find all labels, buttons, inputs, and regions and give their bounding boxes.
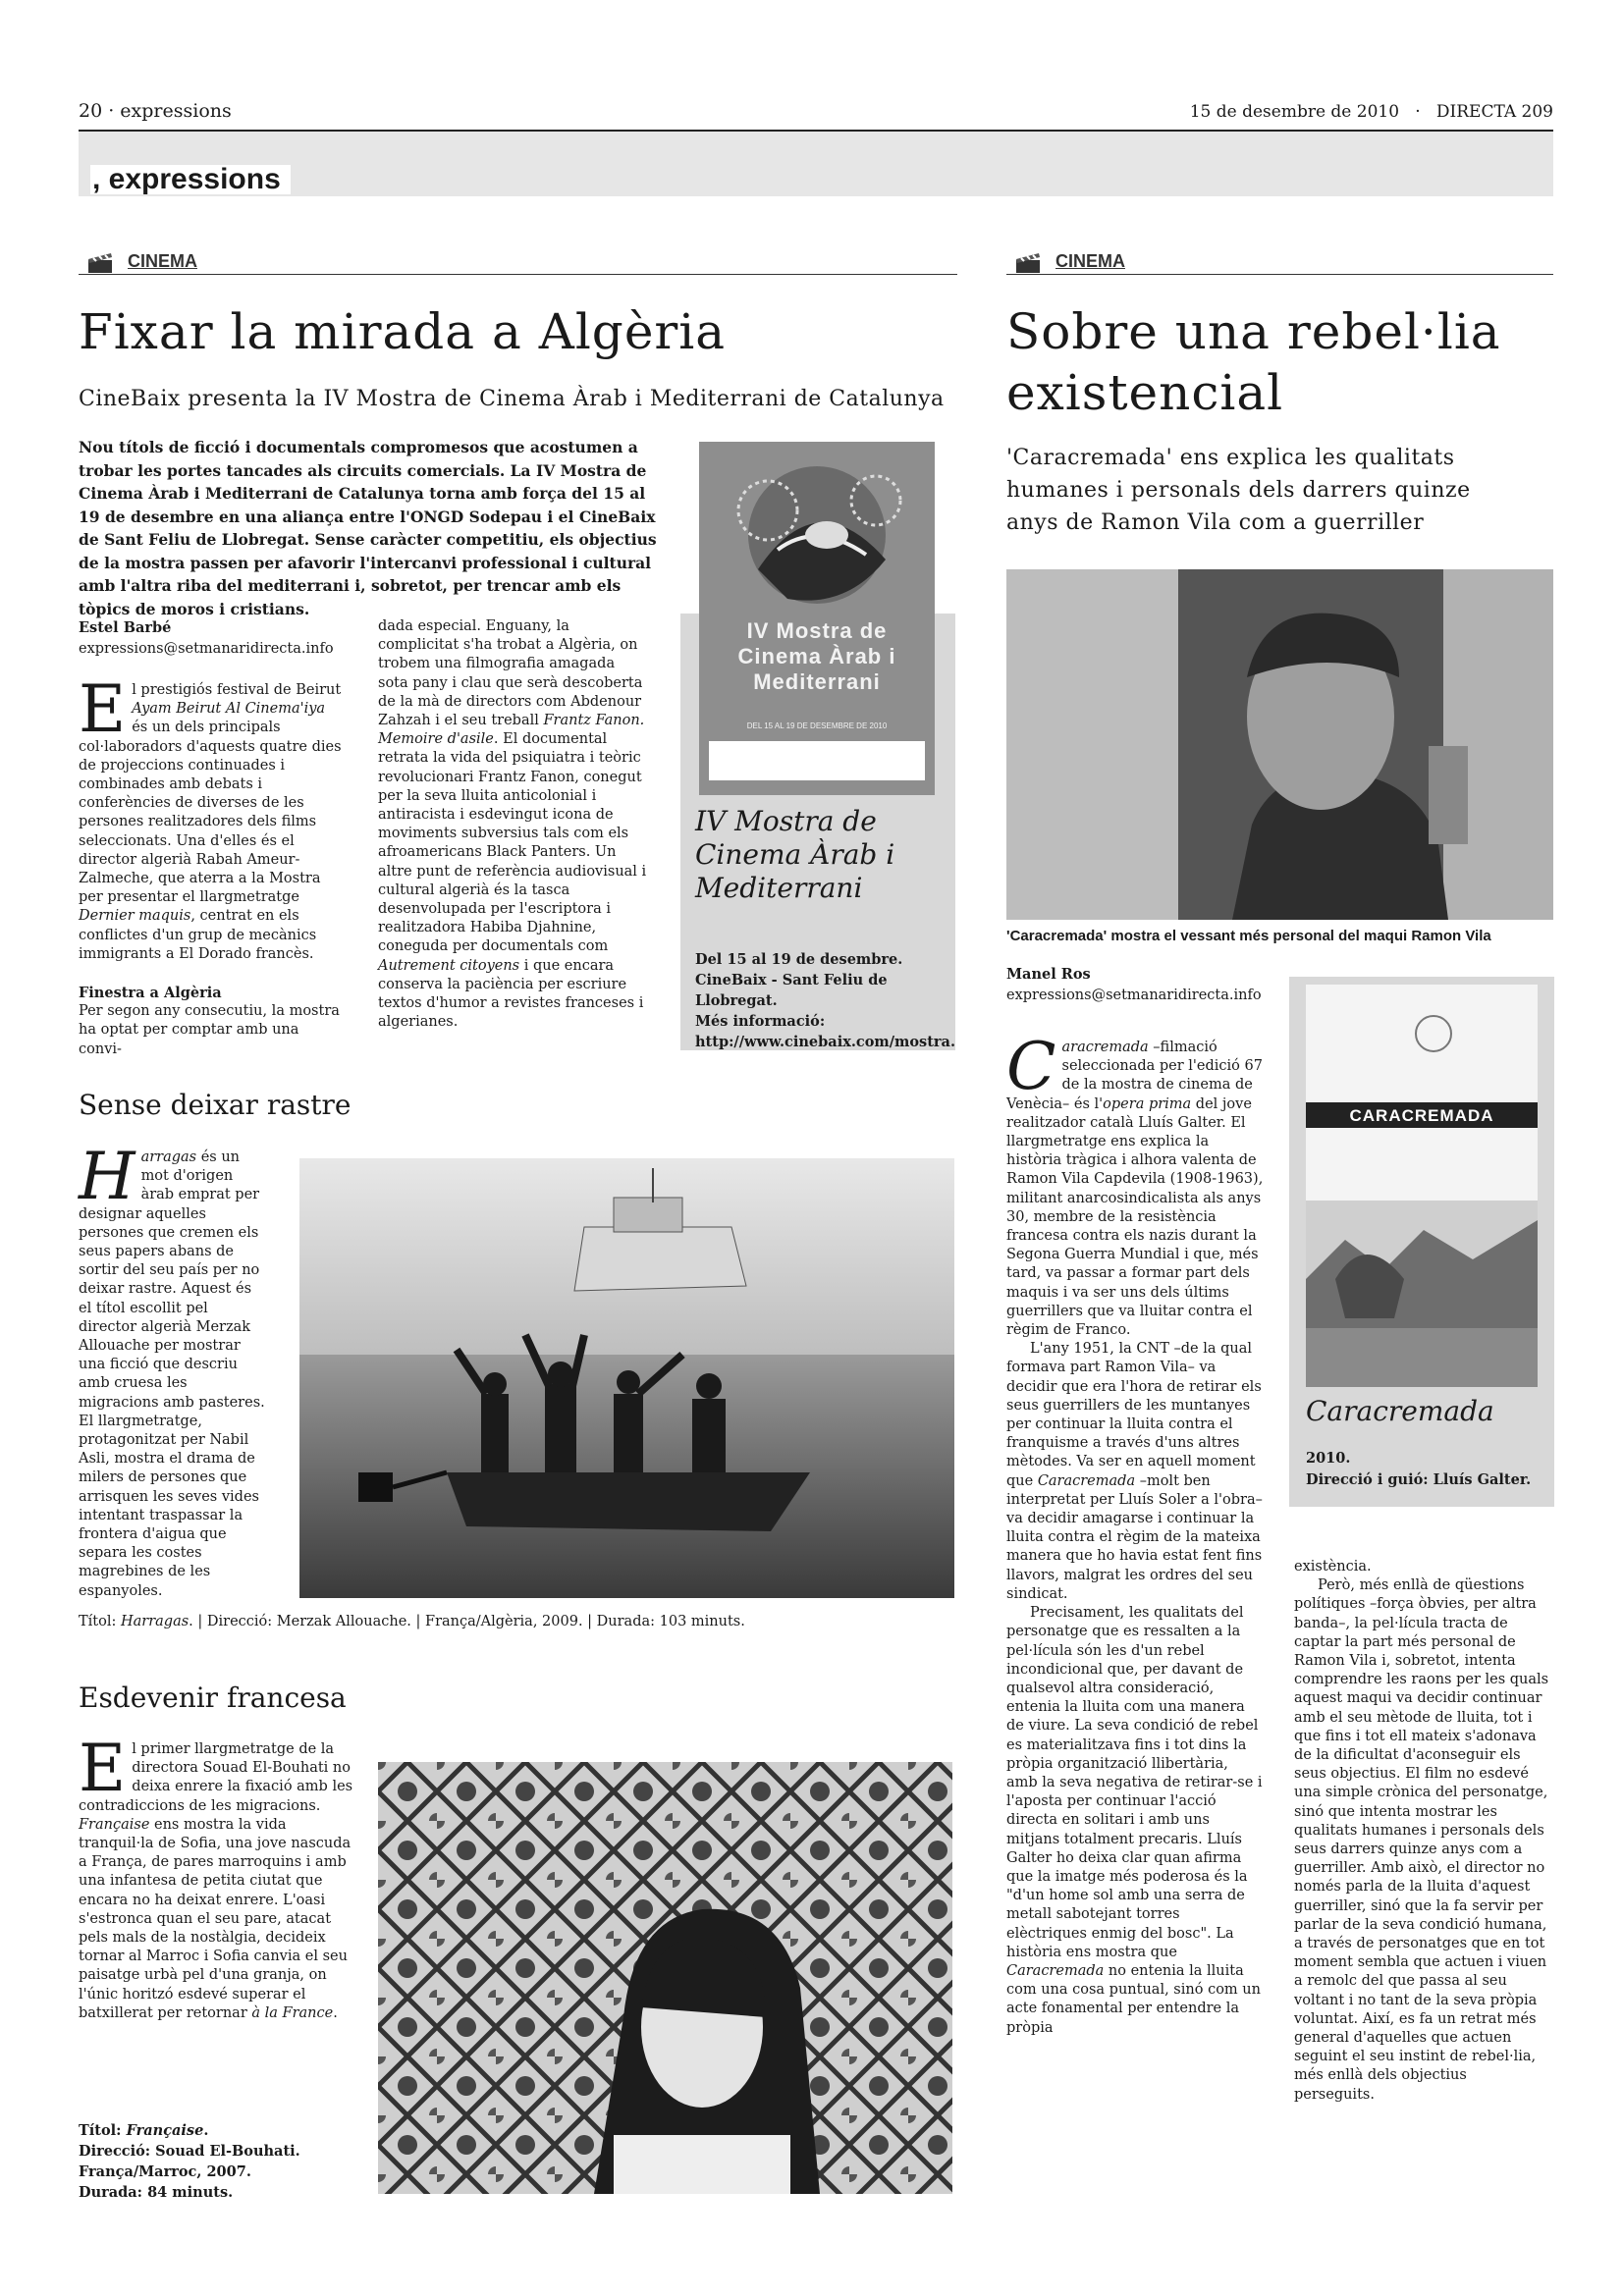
- box-dates: Del 15 al 19 de desembre.: [695, 951, 903, 968]
- right-author: Manel Ros: [1006, 966, 1091, 983]
- harragas-t-i: arragas: [140, 1149, 197, 1165]
- rbox-year: 2010.: [1306, 1450, 1351, 1467]
- section-band-label: , expressions: [90, 165, 291, 194]
- right-section-label: [1006, 245, 1553, 275]
- left-col2-c: i que encara conserva la paciència per escriure textos d'humor a revistes franceses i algerianes.: [378, 957, 644, 1031]
- left-box-title: IV Mostra de Cinema Àrab i Mediterrani: [695, 805, 895, 904]
- clapperboard-icon: [1014, 251, 1044, 275]
- left-col1-c: , centrat en els conflictes d'un grup de mecànics immigrants a El Dorado francès.: [79, 908, 317, 962]
- left-col1-b: és un dels principals col·laboradors d'aquests quatre dies de projeccions continuades i combinades amb debats i conferències de diverses de les persones realitzadores dels films seleccionats. Una d'elles és el director algerià Rabah Ameur-Zalmeche, que aterra a la Mostra per presentar el llargmetratge: [79, 720, 342, 906]
- francaise-text: [79, 1731, 358, 2023]
- caracremada-poster-title: CARACREMADA: [1349, 1106, 1494, 1125]
- right-box-info: [1306, 1448, 1542, 1491]
- right-col2: [1294, 1558, 1551, 2105]
- header-date: 15 de desembre de 2010: [1189, 102, 1400, 122]
- man-window-image: [1006, 569, 1553, 920]
- hc-a: Títol:: [79, 1614, 121, 1629]
- left-col1: [79, 671, 344, 1059]
- harragas-dropcap: H: [79, 1139, 135, 1214]
- left-col1-b-i: Dernier maquis: [79, 908, 191, 925]
- r-p1-i: aracremada: [1061, 1040, 1149, 1055]
- fr-b-i: à la France: [251, 2004, 334, 2021]
- r-p5: Però, més enllà de qüestions polítiques –força òbvies, per altra banda–, la pel·lícula tracta de captar la part més personal de Ramon Vila i, sobretot, intenta comprendre les raons per les quals aquest maqui va decidir continuar amb el seu mètode de lluita, tot i que fins i tot ell mateix s'adonava de la dificultat d'aconseguir els seus objectius. El film no esdevé una simple crònica del personatge, sinó que intenta mostrar les qualitats humanes i personals dels seus darrers quinze anys com a guerriller. Amb això, el director no només parla de la lluita d'aquest guerriller, sinó que la fa servir per parlar de la seva condició humana, a través de personatges que en tot moment sembla que actuen i viuen a remolc del que passa al seu voltant i no tant de la seva pròpia voluntat. Així, es fa un retrat més general d'aquelles que actuen seguint el seu instint de rebel·lia, més enllà dels objectius perseguits.: [1294, 1577, 1549, 2103]
- left-col1-a: l prestigiós festival de Beirut: [132, 682, 342, 698]
- r-p4: existència.: [1294, 1559, 1372, 1575]
- left-subhead: Finestra a Algèria: [79, 985, 222, 1002]
- r-p2: L'any 1951, la CNT –de la qual formava part Ramon Vila– va decidir que era l'hora de retirar els seus guerrillers de les muntanyes per continuar la lluita contra el franquisme a través d'uns altres mètodes. Va ser en aquell moment que: [1006, 1341, 1262, 1489]
- fc-3: França/Marroc, 2007.: [79, 2163, 251, 2180]
- fr-a: l primer llargmetratge de la directora Souad El-Bouhati no deixa enrere la fixació amb les contradiccions de les migracions.: [79, 1741, 353, 1814]
- left-col1-d: Per segon any consecutiu, la mostra ha optat per comptar amb una convi-: [79, 1003, 340, 1057]
- right-title-2: existencial: [1006, 364, 1284, 421]
- header-issue: DIRECTA 209: [1435, 102, 1553, 122]
- header-sep: ·: [1415, 102, 1421, 122]
- r-p2-b: –molt ben interpretat per Lluís Soler a l'obra– va decidir amagarse i continuar la lluita contra el règim de la mateixa manera que ho havia estat fent fins llavors, malgrat les ordres del seu sindicat.: [1006, 1472, 1263, 1602]
- harragas-photo: [299, 1158, 954, 1598]
- page-number: 20 · expressions: [79, 100, 232, 122]
- francaise-credits: [79, 2120, 358, 2203]
- box-url[interactable]: http://www.cinebaix.com/mostra.: [695, 1034, 955, 1050]
- caracremada-poster-art: [1306, 985, 1538, 1387]
- left-lead: Nou títols de ficció i documentals compromesos que acostumen a trobar les portes tancades als circuits comercials. La IV Mostra de Cinema Àrab i Mediterrani de Catalunya torna amb força del 15 al 19 de desembre en una aliança entre l'ONGD Sodepau i el CineBaix de Sant Feliu de Llobregat. Sense caràcter competitiu, els objectius de la mostra passen per afavorir l'intercanvi professional i cultural amb l'altra riba del mediterrani i, sobretot, per trencar amb els tòpics de moros i cristians.: [79, 438, 657, 618]
- harragas-text: [79, 1139, 265, 1601]
- hc-i: Harragas: [121, 1614, 189, 1629]
- harragas-credits: [79, 1613, 957, 1631]
- fc-1a: Títol:: [79, 2122, 127, 2139]
- francaise-title: Esdevenir francesa: [79, 1682, 347, 1714]
- fc-1b: .: [203, 2122, 209, 2139]
- left-col2-b: . El documental retrata la vida del psiquiatra i teòric revolucionari Frantz Fanon, conegut per la seva lluita anticolonial i antiracista i esdevingut icona de moviments subversius tals com els afroamericans Black Panters. Un altre punt de referència audiovisual i cultural algerià és la tasca desenvolupada per l'escriptora i realitzadora Habiba Djahnine, coneguda per documentals com: [378, 731, 647, 955]
- poster-dates: DEL 15 AL 19 DE DESEMBRE DE 2010: [746, 721, 888, 730]
- fr-c: .: [333, 2004, 338, 2021]
- poster-title: IV Mostra de Cinema Àrab i Mediterrani: [737, 618, 896, 694]
- left-subtitle: CineBaix presenta la IV Mostra de Cinema Àrab i Mediterrani de Catalunya: [79, 387, 945, 411]
- left-col2-a-i: Frantz Fanon. Memoire d'asile: [378, 713, 645, 748]
- r-p3: Precisament, les qualitats del personatge que es ressalten a la pel·lícula són les d'un rebel incondicional que, per davant de qualsevol altra consideració, entenia la lluita com una manera de viure. La seva condició de rebel es materialitzava fins i tot dins la pròpia organització llibertària, amb la seva negativa de retirar-se i l'aposta per continuar l'acció directa en solitari i amb uns mitjans totalment precaris. Lluís Galter ho deixa clar quan afirma que la imatge més poderosa és la "d'un home sol amb una serra de metall sabotejant torres elèctriques enmig del bosc". La història ens mostra que: [1006, 1605, 1263, 1960]
- box-more: Més informació:: [695, 1013, 826, 1030]
- right-subtitle: 'Caracremada' ens explica les qualitats humanes i personals dels darrers quinze anys de Ramon Vila com a guerriller: [1006, 446, 1471, 535]
- r-p1: –filmació seleccionada per l'edició 67 de la mostra de cinema de Venècia– és l': [1006, 1040, 1263, 1112]
- section-band: [79, 132, 1553, 196]
- francaise-dropcap: E: [79, 1731, 127, 1806]
- hc-b: . | Direcció: Merzak Allouache. | França/Algèria, 2009. | Durada: 103 minuts.: [189, 1614, 745, 1629]
- r-p3-i: Caracremada: [1006, 1962, 1105, 1979]
- fc-2: Direcció: Souad El-Bouhati.: [79, 2143, 300, 2160]
- fc-1i: Française: [126, 2122, 204, 2139]
- r-p3-b: no entenia la lluita com una cosa puntual, sinó com un acte fonamental per entendre la pròpia: [1006, 1962, 1261, 2036]
- right-dropcap: C: [1006, 1029, 1056, 1104]
- left-title: Fixar la mirada a Algèria: [79, 303, 727, 360]
- harragas-t: és un mot d'origen àrab emprat per designar aquelles persones que cremen els seus papers abans de sortir del seu país per no deixar rastre. Aquest és el títol escollit pel director algerià Merzak Allouache per mostrar una ficció que descriu amb cruesa les migracions amb pasteres. El llargmetratge, protagonitzat per Nabil Asli, mostra el drama de milers de persones que arrisquen les seves vides intentant traspassar la frontera d'aigua que separa les costes magrebines de les espanyoles.: [79, 1149, 265, 1599]
- left-col2-a: dada especial. Enguany, la complicitat s'ha trobat a Algèria, on trobem una filmografia amagada sota pany i clau que serà descoberta de la mà de directors com Abdenour Zahzah i el seu treball: [378, 618, 643, 729]
- right-section-text: CINEMA: [1055, 251, 1125, 271]
- clapperboard-icon: [86, 251, 116, 275]
- harragas-title: Sense deixar rastre: [79, 1089, 352, 1121]
- left-col2-b-i: Autrement citoyens: [378, 957, 520, 974]
- right-byline: [1006, 964, 1301, 1006]
- fc-4: Durada: 84 minuts.: [79, 2184, 234, 2201]
- left-section-label: [79, 245, 957, 275]
- left-box-info: [695, 949, 955, 1052]
- box-venue: CineBaix - Sant Feliu de Llobregat.: [695, 972, 888, 1009]
- boat-image: [299, 1158, 954, 1598]
- r-p2-i: Caracremada: [1037, 1472, 1136, 1489]
- left-section-text: CINEMA: [128, 251, 197, 271]
- vila-photo: [1006, 569, 1553, 920]
- mostra-poster: [699, 442, 935, 795]
- girl-tiles-image: [378, 1762, 952, 2194]
- page-header: [79, 98, 1553, 132]
- r-p1-b: del jove realitzador català Lluís Galter. El llargmetratge ens explica la història tràgica i alhora valenta de Ramon Vila Capdevila (1908-1963), militant anarcosindicalista als anys 30, membre de la resistència francesa contra els nazis durant la Segona Guerra Mundial i que, més tard, va passar a formar part dels maquis i va ser uns dels últims guerrillers que va lluitar contra el règim de Franco.: [1006, 1095, 1264, 1339]
- r-p1-i2: opera prima: [1103, 1095, 1192, 1112]
- header-date-issue: [1190, 102, 1553, 122]
- right-email: expressions@setmanaridirecta.info: [1006, 988, 1262, 1003]
- caracremada-poster: [1306, 985, 1538, 1387]
- right-box-title: Caracremada: [1306, 1395, 1494, 1427]
- left-author: Estel Barbé: [79, 619, 172, 636]
- right-title-1: Sobre una rebel·lia: [1006, 303, 1501, 360]
- left-email: expressions@setmanaridirecta.info: [79, 641, 334, 657]
- francaise-photo: [378, 1762, 952, 2194]
- left-col1-a-i: Ayam Beirut Al Cinema'iya: [132, 701, 326, 718]
- left-dropcap: E: [79, 671, 127, 747]
- fr-a-i: Française: [79, 1816, 150, 1833]
- rbox-director: Direcció i guió: Lluís Galter.: [1306, 1471, 1532, 1488]
- right-title: [1006, 301, 1556, 423]
- right-col1: [1006, 1029, 1264, 2038]
- fr-b: ens mostra la vida tranquil·la de Sofia, una jove nascuda a França, de pares marroquins i amb una infantesa de petita ciutat que encara no ha deixat enrere. L'oasi s'estronca quan el seu pare, atacat pels mals de la nostàlgia, decideix tornar al Marroc i Sofia canvia el seu paisatge urbà pel d'una granja, on l'únic horitzó esdevé superar el batxillerat per retornar: [79, 1816, 352, 2021]
- left-col2: [378, 617, 648, 1032]
- vila-caption: 'Caracremada' mostra el vessant més personal del maqui Ramon Vila: [1006, 928, 1491, 944]
- left-byline: [79, 617, 344, 660]
